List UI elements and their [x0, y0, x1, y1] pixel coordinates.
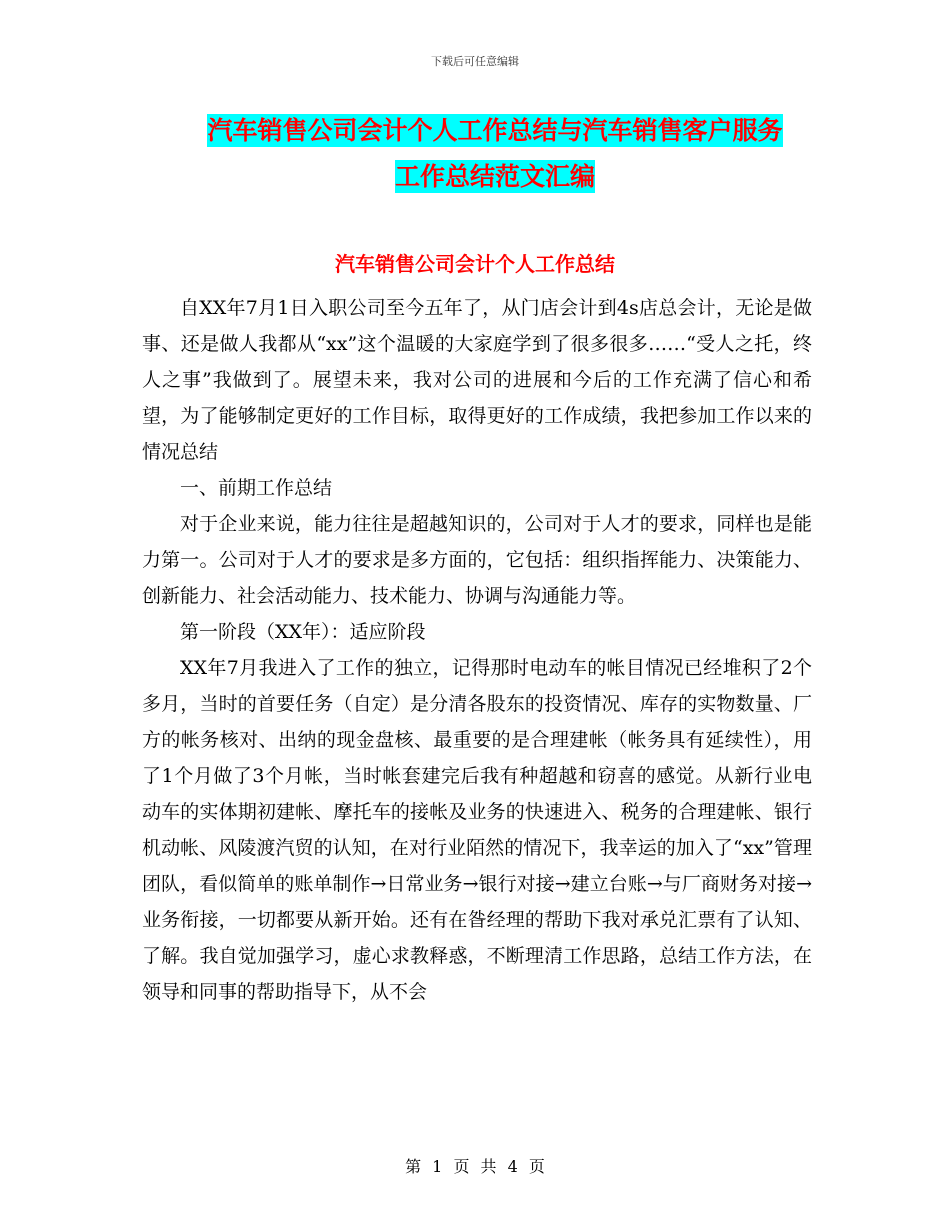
document-title-line-1: 汽车销售公司会计个人工作总结与汽车销售客户服务 [207, 116, 783, 145]
subheading-stage-one: 第一阶段（XX年）：适应阶段 [180, 621, 426, 643]
document-title-line-2: 工作总结范文汇编 [394, 162, 595, 191]
paragraph-intro: 自XX年7月1日入职公司至今五年了，从门店会计到4s店总会计，无论是做事、还是做人我都从“xx”这个温暖的大家庭学到了很多很多……“受人之托，终人之事”我做到了。展望未来，我对公司的进展和今后的工作充满了信心和希望，为了能够制定更好的工作目标，取得更好的工作成绩，我把参加工作以来的情况总结 [142, 297, 812, 463]
paragraph-ability: 对于企业来说，能力往往是超越知识的，公司对于人才的要求，同样也是能力第一。公司对于人才的要求是多方面的，它包括：组织指挥能力、决策能力、创新能力、社会活动能力、技术能力、协调与沟通能力等。 [142, 513, 812, 607]
page-footer: 第 1 页 共 4 页 [405, 1157, 545, 1176]
document-title [140, 108, 850, 200]
paragraph-stage-one: XX年7月我进入了工作的独立，记得那时电动车的帐目情况已经堆积了2个多月，当时的首要任务（自定）是分清各股东的投资情况、库存的实物数量、厂方的帐务核对、出纳的现金盘核、最重要的是合理建帐（帐务具有延续性），用了1个月做了3个月帐，当时帐套建完后我有种超越和窃喜的感觉。从新行业电动车的实体期初建帐、摩托车的接帐及业务的快速进入、税务的合理建帐、银行机动帐、风陵渡汽贸的认知，在对行业陌然的情况下，我幸运的加入了“xx”管理团队，看似简单的账单制作→日常业务→银行对接→建立台账→与厂商财务对接→业务衔接，一切都要从新开始。还有在昝经理的帮助下我对承兑汇票有了认知、了解。我自觉加强学习，虚心求教释惑，不断理清工作思路，总结工作方法，在领导和同事的帮助指导下，从不会 [142, 657, 812, 1003]
section-title: 汽车销售公司会计个人工作总结 [335, 252, 615, 276]
document-body [142, 290, 812, 1010]
subheading-early-work-summary: 一、前期工作总结 [180, 477, 333, 499]
page-header-note: 下载后可任意编辑 [431, 55, 519, 68]
